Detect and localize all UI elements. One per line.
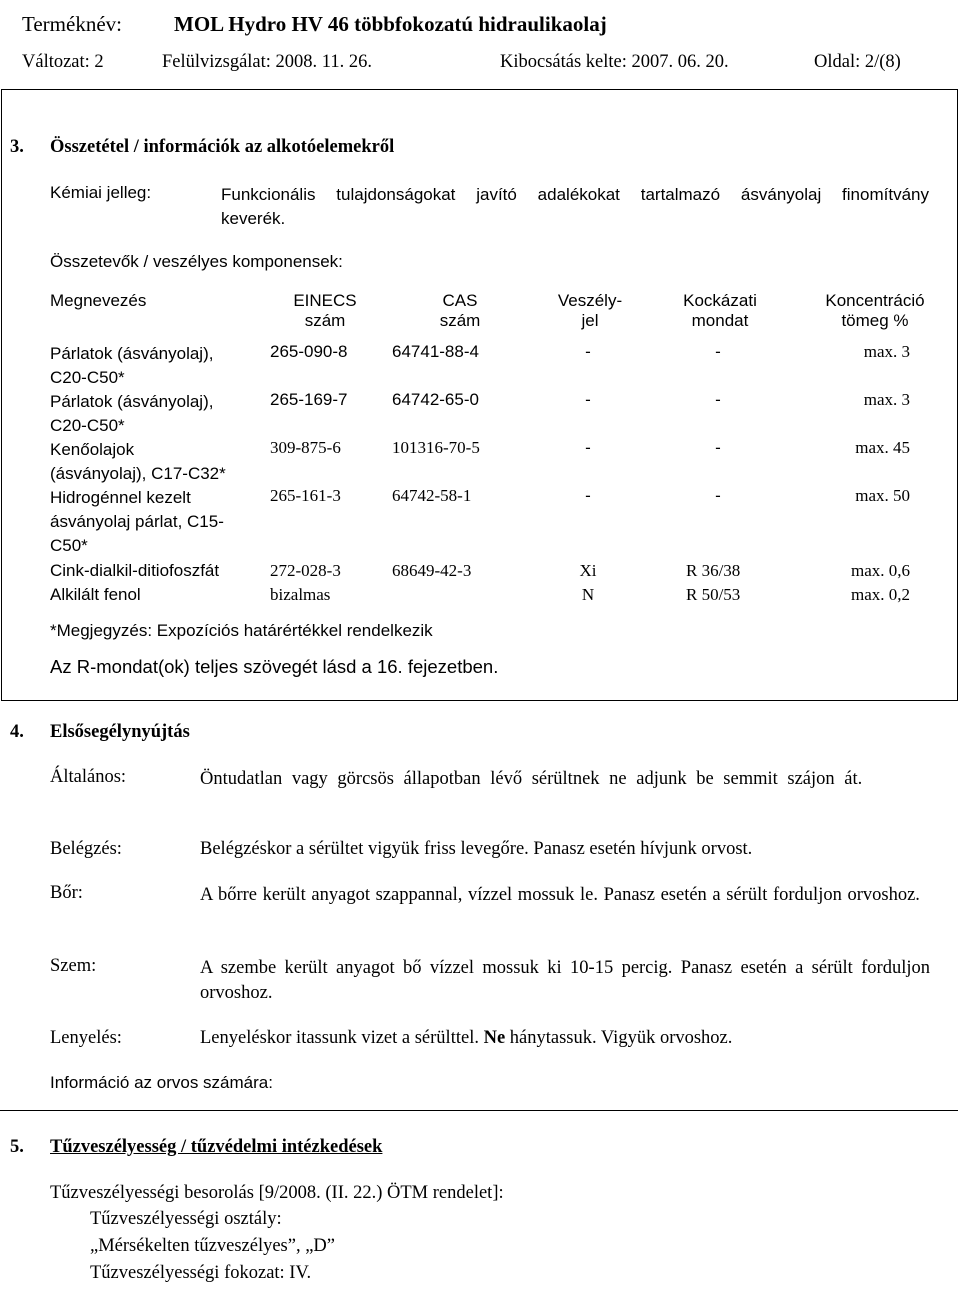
first-aid-label-skin: Bőr: xyxy=(50,883,83,903)
page-number: Oldal: 2/(8) xyxy=(814,52,901,72)
row-risk: - xyxy=(715,438,721,457)
row-conc: max. 0,2 xyxy=(850,585,910,604)
fire-classification: Tűzveszélyességi besorolás [9/2008. (II. 22.) ÖTM rendelet]: xyxy=(50,1183,504,1203)
col-einecs-header: EINECS szám xyxy=(293,291,357,330)
chem-value: Funkcionális tulajdonságokat javító adalékokat tartalmazó ásványolaj finomítvány keverék. xyxy=(221,185,929,228)
row-hazard: N xyxy=(581,585,595,604)
first-aid-text-inhalation: Belégzéskor a sérültet vigyük friss levegőre. Panasz esetén hívjunk orvost. xyxy=(200,839,753,859)
col-cas-header: CAS szám xyxy=(439,291,481,330)
components-label: Összetevők / veszélyes komponensek: xyxy=(50,252,343,271)
row-name: Párlatok (ásványolaj), C20-C50* xyxy=(50,344,214,387)
section-5-number: 5. xyxy=(10,1137,24,1157)
section-4-title: Elsősegélynyújtás xyxy=(50,722,190,742)
col-conc-header: Koncentráció tömeg % xyxy=(825,291,925,330)
row-risk: - xyxy=(715,486,721,505)
first-aid-text-eye: A szembe került anyagot bő vízzel mossuk ki 10-15 percig. Panasz esetén a sérült forduljon orvoshoz. xyxy=(200,958,930,1003)
row-name: Kenőolajok (ásványolaj), C17-C32* xyxy=(50,440,226,483)
row-einecs: 265-161-3 xyxy=(270,486,341,505)
doctor-info-label: Információ az orvos számára: xyxy=(50,1073,273,1092)
section-3-title: Összetétel / információk az alkotóelemekről xyxy=(50,137,395,157)
row-conc: max. 0,6 xyxy=(850,561,910,580)
row-cas: 64742-65-0 xyxy=(392,390,479,409)
first-aid-text-skin: A bőrre került anyagot szappannal, vízzel mossuk le. Panasz esetén a sérült forduljon orvoshoz. xyxy=(200,885,920,905)
row-hazard: - xyxy=(585,438,591,457)
r-phrases-note: Az R-mondat(ok) teljes szövegét lásd a 16. fejezetben. xyxy=(50,656,499,677)
row-conc: max. 3 xyxy=(863,390,910,409)
row-einecs: 272-028-3 xyxy=(270,561,341,580)
col-hazard-header: Veszély- jel xyxy=(557,291,623,330)
row-conc: max. 50 xyxy=(855,486,910,505)
first-aid-text-general: Öntudatlan vagy görcsös állapotban lévő sérültnek ne adjunk be semmit szájon át. xyxy=(200,769,863,789)
row-einecs: 265-090-8 xyxy=(270,342,348,361)
row-name: Cink-dialkil-ditiofoszfát xyxy=(50,561,220,580)
row-cas: 64742-58-1 xyxy=(392,486,472,505)
row-conc: max. 3 xyxy=(863,342,910,361)
product-name-label: Terméknév: xyxy=(22,12,122,36)
table-footnote: *Megjegyzés: Expozíciós határértékkel rendelkezik xyxy=(50,621,433,640)
version: Változat: 2 xyxy=(22,52,104,72)
revision-date: Felülvizsgálat: 2008. 11. 26. xyxy=(162,52,372,72)
fire-class-value: „Mérsékelten tűzveszélyes”, „D” xyxy=(90,1236,335,1256)
first-aid-label-inhalation: Belégzés: xyxy=(50,839,122,859)
first-aid-label-ingestion: Lenyelés: xyxy=(50,1028,122,1048)
row-cas: 101316-70-5 xyxy=(392,438,480,457)
row-name: Hidrogénnel kezelt ásványolaj párlat, C15- C50* xyxy=(50,488,224,555)
issue-date: Kibocsátás kelte: 2007. 06. 20. xyxy=(500,52,729,72)
row-cas: 64741-88-4 xyxy=(392,342,479,361)
col-name-header: Megnevezés xyxy=(50,291,147,310)
section-4-number: 4. xyxy=(10,722,24,742)
row-einecs: 309-875-6 xyxy=(270,438,341,457)
first-aid-label-eye: Szem: xyxy=(50,956,97,976)
fire-grade: Tűzveszélyességi fokozat: IV. xyxy=(90,1263,312,1283)
row-hazard: - xyxy=(585,486,591,505)
row-name: Alkilált fenol xyxy=(50,585,141,604)
section-5-title: Tűzveszélyesség / tűzvédelmi intézkedések xyxy=(50,1137,383,1157)
section-divider xyxy=(0,1110,958,1111)
product-name: MOL Hydro HV 46 többfokozatú hidraulikaolaj xyxy=(174,12,607,36)
row-risk: - xyxy=(715,342,721,361)
col-risk-header: Kockázati mondat xyxy=(683,291,757,330)
row-einecs: bizalmas xyxy=(270,585,331,604)
row-risk: R 50/53 xyxy=(686,585,741,604)
row-hazard: Xi xyxy=(579,561,597,580)
row-conc: max. 45 xyxy=(855,438,910,457)
row-risk: R 36/38 xyxy=(686,561,741,580)
section-3-number: 3. xyxy=(10,137,24,157)
row-cas: 68649-42-3 xyxy=(392,561,472,580)
first-aid-label-general: Általános: xyxy=(50,767,127,787)
row-hazard: - xyxy=(585,342,591,361)
row-risk: - xyxy=(715,390,721,409)
chem-label: Kémiai jelleg: xyxy=(50,183,152,202)
fire-class-label: Tűzveszélyességi osztály: xyxy=(90,1209,282,1229)
first-aid-text-ingestion: Lenyeléskor itassunk vizet a sérülttel. Ne hánytassuk. Vigyük orvoshoz. xyxy=(200,1028,733,1048)
row-einecs: 265-169-7 xyxy=(270,390,348,409)
row-hazard: - xyxy=(585,390,591,409)
row-name: Párlatok (ásványolaj), C20-C50* xyxy=(50,392,214,435)
